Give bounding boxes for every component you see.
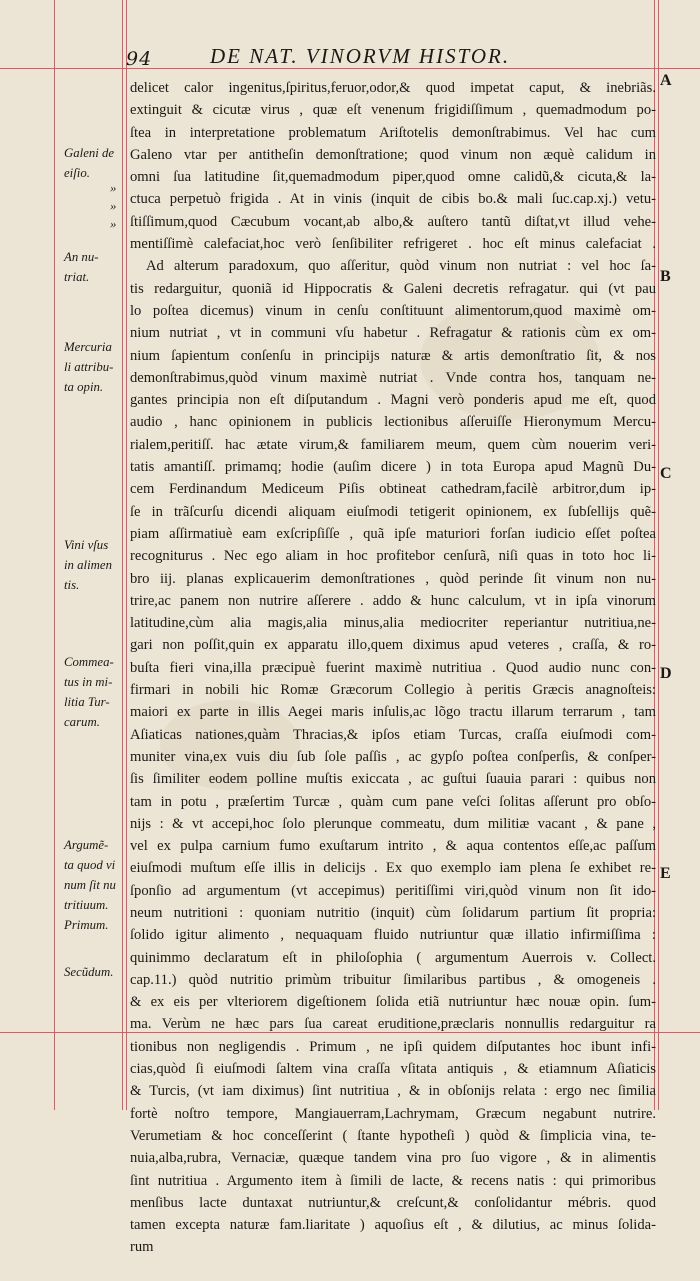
catchword: [130, 1259, 656, 1281]
margin-note: [64, 143, 124, 183]
body-text: [130, 77, 656, 1281]
text-line: mentiſſimè calefaciat,hoc verò ſenſibiliter refrigeret . hoc eſt minus calefaciat .: [130, 236, 656, 253]
text-line: quinimmo declaratum eſt in philoſophia ( argumentum Auerrois v. Collect.: [130, 949, 656, 966]
margin-note-line: tis.: [64, 578, 80, 592]
text-line: rum: [130, 1239, 154, 1256]
text-line: ctuca perpetuò frigida . At in vinis (inquit de cibis bo.& mali ſuc.cap.xj.) vetu-: [130, 191, 656, 208]
section-letter: C: [660, 465, 672, 482]
text-line: bro iij. planas explicauerim demonſtrationes , quòd perinde ſit vinum non nu-: [130, 570, 656, 587]
margin-note-line: »: [110, 217, 117, 231]
text-line: extinguit & cicutæ virus , quæ eſt venenum frigidiſſimum , quemadmodum po-: [130, 102, 656, 119]
text-line: maiori ex parte in illis Aegei maris inſulis,ac lõgo tractu illarum terrarum , tam: [130, 704, 656, 721]
margin-note-line: »: [110, 181, 117, 195]
text-line: nium nutriat , vt in communi vſu habetur . Refragatur & rationis cùm ex om-: [130, 325, 656, 342]
margin-note-line: Vini vſus: [64, 538, 109, 552]
text-line: ſint nutritiua . Argumento item à ſimili de lacte, & recens natis : qui primoribus: [130, 1172, 656, 1189]
text-line: tamen excepta naturæ fam.liaritate ) aquoſius eſt , & dilutius, ac minus ſolida-: [130, 1217, 656, 1234]
text-line: nuia,alba,rubra, Vernaciæ, quæque tandem vina pro ſuo vigore , & in alimentis: [130, 1150, 656, 1167]
running-title: DE NAT. VINORVM HISTOR.: [210, 44, 511, 68]
text-line: neum nutritioni : quoniam nutritio (inquit) cùm ſolidarum partium ſit propria:: [130, 904, 656, 921]
text-line: cias,quòd ſi eiuſmodi ſaltem vina craſſa vſitata antiquis , & etiamnum Aſiaticis: [130, 1061, 656, 1078]
margin-note-line: Secũdum.: [64, 965, 114, 979]
text-line: trire,ac panem non nutrire aſſerere . addo & hunc calculum, vt in ipſa vinorum: [130, 592, 656, 609]
text-line: gantes principia non eſt diſputandum . Magni verò ponderis apud me eſt, quod: [130, 392, 656, 409]
text-line: fortè noſtro tempore, Mangiauerram,Lachrymam, Græcum negabunt nutrire.: [130, 1105, 656, 1122]
margin-note-line: in alimen: [64, 558, 112, 572]
text-line: ſis ſimiliter eodem polline muſtis exiccata , ac guſtui ſuauia parari : quibus non: [130, 771, 656, 788]
text-line: buſta fieri vina,illa præcipuè fuerint maximè nutritiua . Quod audio nunc con-: [130, 659, 656, 676]
text-line: delicet calor ingenitus,ſpiritus,feruor,odor,& quod impetat caput, & inebriãs.: [130, 80, 656, 96]
text-line: firmari in nobili hic Romæ Græcorum Collegio à peritis Græcis anagnoſteis:: [130, 682, 656, 699]
text-line: Ad alterum paradoxum, quo aſſeritur, quòd vinum non nutriat : vel hoc ſa-: [146, 258, 656, 275]
text-line: & ex eis per vlteriorem digeſtionem ſolida etiã nutriuntur hæc nouæ opin. ſum-: [130, 994, 656, 1011]
text-line: Verumetiam & hoc conceſſerint ( ſtante hypotheſi ) quòd & ſimplicia vina, te-: [130, 1127, 656, 1144]
running-head: [126, 44, 654, 68]
margin-note-line: tritiuum.: [64, 898, 109, 912]
text-line: Galeno vtar per antitheſin demonſtratione; quod vinum non æquè calidum in: [130, 146, 656, 163]
text-line: latitudine,cùm alia magis,alia minus,alia mediocriter reperiantur nutritiua,ne-: [130, 615, 656, 632]
margin-note-line: tus in mi-: [64, 675, 113, 689]
margin-note-line: Mercuria: [64, 340, 112, 354]
section-letter: A: [660, 72, 672, 89]
outer-margin-rule: [54, 0, 55, 1110]
text-line: menſibus lacte duntaxat nutriuntur,& creſcunt,& conſolidantur mébris. quod: [130, 1194, 656, 1211]
margin-note-line: Galeni de: [64, 146, 115, 160]
margin-note: [64, 337, 124, 397]
text-line: ma. Verùm ne hæc pars ſua careat eruditione,præclaris nonnullis redarguitur ra: [130, 1016, 656, 1033]
text-line: audio , hanc opinionem in publicis lectionibus aſſeruiſſe Hieronymum Mercu-: [130, 414, 656, 431]
text-line: ſolido igitur alimento , nequaquam fluido nutriuntur quæ illatio infirmiſſima :: [130, 927, 656, 944]
margin-note-line: Commea-: [64, 655, 114, 669]
text-line: tionibus non negligendis . Primum , ne ipſi quidem diſputantes hoc ibunt infi-: [130, 1038, 656, 1055]
text-line: omni ſua latitudine ſit,quemadmodum piper,quod omne calidũ,& cicuta,& la-: [130, 169, 656, 186]
text-line: ſe in trãſcurſu dicendi aliquam eiuſmodi tetigerit opinionem, ex ſubſellijs quẽ-: [130, 503, 656, 520]
text-line: nium ſapientum conſenſu in principijs naturæ & artis demonſtratio ſit, & nos: [130, 347, 656, 364]
section-letter: D: [660, 665, 672, 682]
text-line: recogniturus . Nec ego aliam in hoc profitebor cenſurã, niſi quas in toto hoc li-: [130, 548, 656, 565]
text-line: rialem,peritiſſ. hac ætate virum,& familiarem meum, quem cùm nouerim veri-: [130, 436, 656, 453]
text-line: gari non poſſit,quin ex apparatu illo,quem diximus apud veteres , craſſa, & ro-: [130, 637, 656, 654]
margin-note-line: An nu-: [64, 250, 99, 264]
text-line: demonſtrabimus,quòd vinum maximè nutriat . Vnde contra hos, tanquam ne-: [130, 369, 656, 386]
margin-note-line: »: [110, 199, 117, 213]
margin-note-line: num ſit nu: [64, 878, 116, 892]
margin-note: [64, 247, 124, 287]
text-line: nijs : & vt accepi,hoc ſolo plerunque commeatu, dum militiæ vacant , & pane ,: [130, 815, 656, 832]
text-line: tatis amantiſſ. primamq; hodie (auſim dicere ) in tota Europa apud Magnũ Du-: [130, 459, 656, 476]
margin-note-line: carum.: [64, 715, 100, 729]
margin-note: [64, 535, 124, 595]
text-line: tis redarguitur, quoniã id Hippocratis & Galeni decretis refragatur. qui (vt pau: [130, 280, 656, 297]
margin-note-line: Argumẽ-: [64, 838, 109, 852]
section-letter: B: [660, 268, 671, 285]
text-line: lo poſtea dicemus) vinum in cenſu conſtituunt alimentorum,quod maximè om-: [130, 302, 656, 319]
text-line: cap.11.) quòd nutritio primùm tribuitur ſimilaribus partibus , & omogeneis .: [130, 971, 656, 988]
text-line: muniter vina,ex vuis diu ſub ſole paſſis , ac gypſo poſtea conſperſis, & conſper-: [130, 748, 656, 765]
margin-note-line: Primum.: [64, 918, 109, 932]
margin-note: [64, 835, 124, 935]
page-number: 94: [126, 48, 153, 70]
margin-note: [64, 962, 124, 982]
margin-note-line: litia Tur-: [64, 695, 110, 709]
text-line: ſponſio ad argumentum (vt accepimus) peritiſſimi viri,quòd vinum non ſit ido-: [130, 882, 656, 899]
text-line: vel ex pulpa carnium fumo exuſtarum intrito , & aqua contentos eſſe,ac paſſum: [130, 838, 656, 855]
section-letter: E: [660, 865, 671, 882]
margin-note-line: li attribu-: [64, 360, 114, 374]
text-line: & Turcis, (vt iam diximus) ſint nutritiua , & in obſonijs relata : ergo nec ſimilia: [130, 1083, 656, 1100]
text-line: cem Ferdinandum Mediceum Piſis obtineat cathedram,facilè arbitror,dum ip-: [130, 481, 656, 498]
margin-note: [64, 652, 124, 732]
text-line: eiuſmodi muſtum eſſe illis in delicijs . Ex quo exemplo iam plena ſe exhibet re-: [130, 860, 656, 877]
text-line: Aſiaticas nationes,quàm Thracias,& ipſos etiam Turcas, craſſa eiuſmodi com-: [130, 726, 656, 743]
margin-note-line: triat.: [64, 270, 90, 284]
text-line: piam aſſirmatiuè eam exſcripſiſſe , quã ipſe maturiori forſan iudicio eſſet poſtea: [130, 525, 656, 542]
text-line: ſtiſſimum,quod Cæcubum vocant,ab albo,& auſtero tantũ diſtat,vt illud vehe-: [130, 213, 656, 230]
margin-note-line: ta quod vi: [64, 858, 116, 872]
margin-note-line: ta opin.: [64, 380, 104, 394]
margin-note-line: eiſio.: [64, 166, 90, 180]
text-line: ſtea in interpretatione problematum Ariſtotelis demonſtrabimus. Vel hac cum: [130, 124, 656, 141]
text-line: tam in potu , præſertim Turcæ , quàm cum pane veſci ſolitas aſſerunt pro obſo-: [130, 793, 656, 810]
